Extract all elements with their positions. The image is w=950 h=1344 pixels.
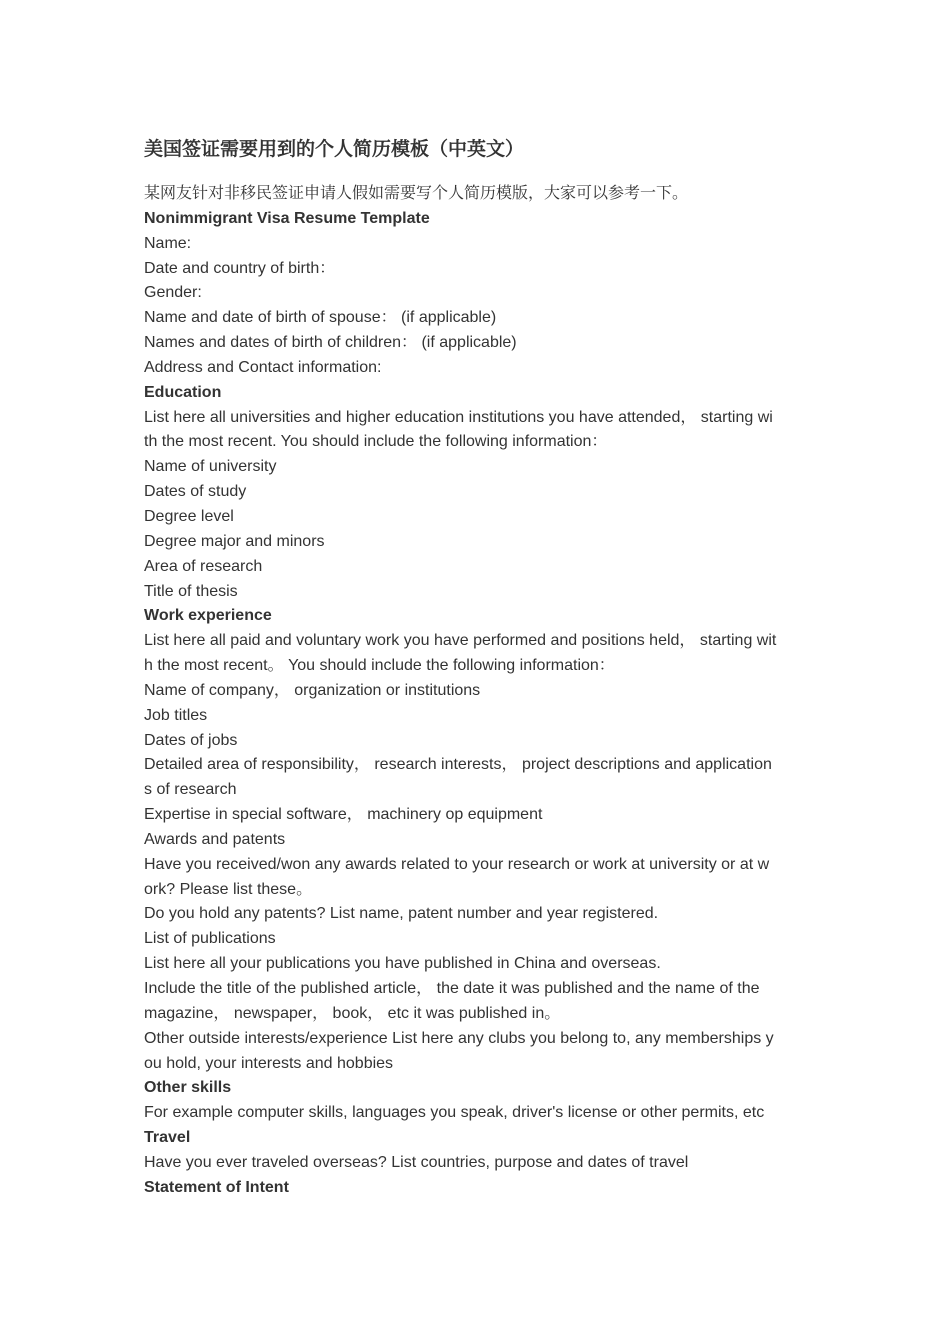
- body-line: For example computer skills, languages you speak, driver's license or other permits, etc: [144, 1104, 765, 1122]
- body-line: Have you ever traveled overseas? List countries, purpose and dates of travel: [144, 1153, 689, 1171]
- body-line: Dates of jobs: [144, 731, 238, 749]
- body-line: Include the title of the published article， the date it was published and the name of the: [144, 980, 760, 997]
- body-line: Name of company， organization or institutions: [144, 681, 481, 699]
- body-line: Awards and patents: [144, 830, 286, 848]
- body-line: Gender:: [144, 284, 202, 302]
- body-line: Degree level: [144, 507, 234, 525]
- body-line: Date and country of birth：: [144, 259, 336, 277]
- document-title: 美国签证需要用到的个人简历模板（中英文）: [144, 139, 525, 160]
- body-line: Name:: [144, 234, 192, 252]
- body-line: th the most recent. You should include the following information：: [144, 433, 608, 451]
- section-heading: Other skills: [144, 1079, 232, 1097]
- body-line: Do you hold any patents? List name, patent number and year registered.: [144, 905, 659, 923]
- body-line: Other outside interests/experience List here any clubs you belong to, any memberships y: [144, 1029, 774, 1047]
- body-line: 某网友针对非移民签证申请人假如需要写个人简历模版，大家可以参考一下。: [144, 185, 689, 202]
- body-line: List here all your publications you have published in China and overseas.: [144, 955, 661, 973]
- section-heading: Travel: [144, 1129, 191, 1147]
- document-page: [144, 136, 812, 1201]
- body-line: List here all universities and higher education institutions you have attended， starting wi: [144, 408, 773, 426]
- body-line: Dates of study: [144, 483, 247, 501]
- body-line: Title of thesis: [144, 582, 238, 600]
- body-line: ou hold, your interests and hobbies: [144, 1054, 394, 1072]
- section-heading: Education: [144, 383, 222, 401]
- section-heading: Statement of Intent: [144, 1178, 289, 1196]
- body-line: Area of research: [144, 557, 263, 575]
- document-body: [144, 182, 812, 1201]
- body-line: Name and date of birth of spouse： (if applicable): [144, 309, 497, 327]
- body-line: ork? Please list these。: [144, 880, 313, 898]
- body-line: magazine， newspaper， book， etc it was published in。: [144, 1004, 561, 1022]
- body-line: Detailed area of responsibility， research interests， project descriptions and application: [144, 756, 772, 774]
- body-line: Expertise in special software， machinery op equipment: [144, 806, 543, 824]
- body-line: Address and Contact information:: [144, 358, 382, 376]
- section-heading: Work experience: [144, 607, 272, 625]
- body-line: Job titles: [144, 706, 208, 724]
- body-line: List here all paid and voluntary work you have performed and positions held， starting wit: [144, 632, 777, 650]
- body-line: Names and dates of birth of children： (if applicable): [144, 334, 517, 352]
- body-line: List of publications: [144, 930, 276, 948]
- body-line: h the most recent。 You should include the following information：: [144, 657, 615, 675]
- body-line: Degree major and minors: [144, 532, 325, 550]
- body-line: Name of university: [144, 458, 277, 476]
- body-line: Have you received/won any awards related to your research or work at university or at w: [144, 855, 770, 873]
- section-heading: Nonimmigrant Visa Resume Template: [144, 209, 430, 227]
- body-line: s of research: [144, 781, 237, 799]
